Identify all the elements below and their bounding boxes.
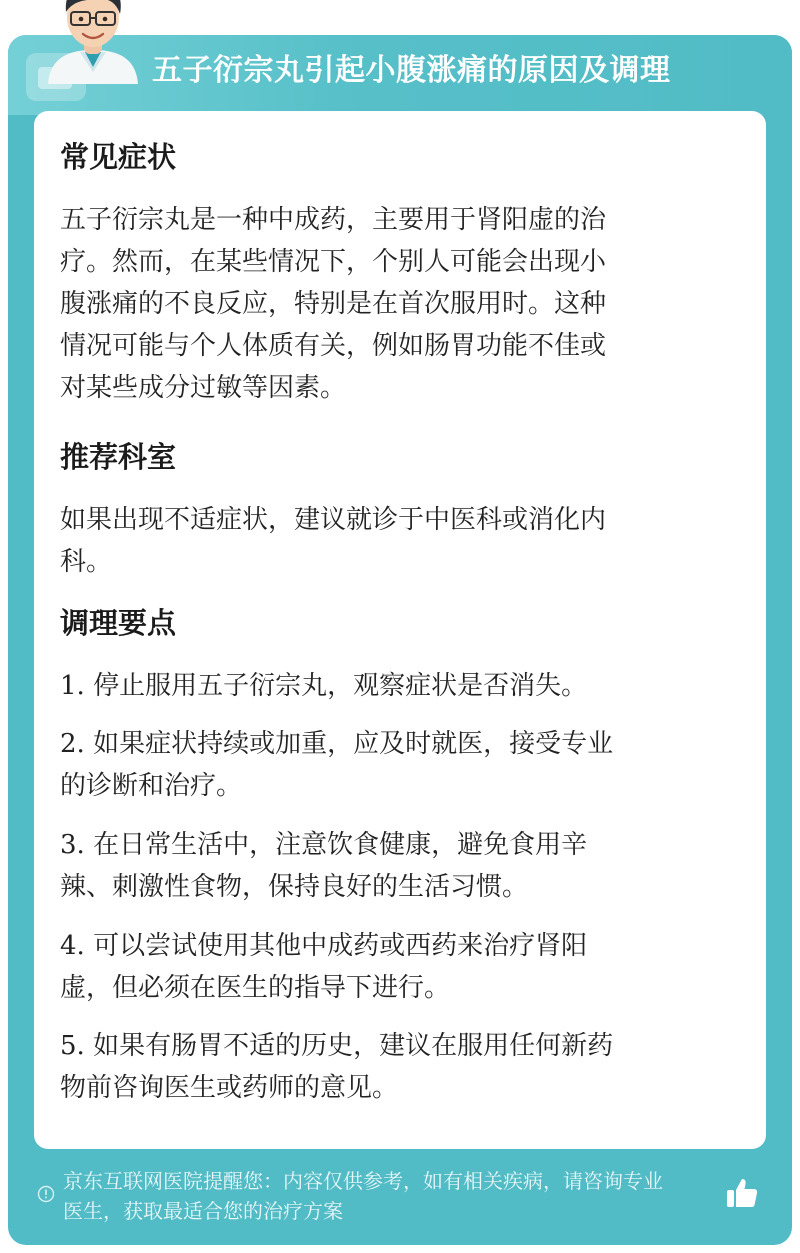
paragraph-line: 科。 <box>60 547 113 577</box>
list-number: 3. <box>60 830 85 860</box>
disclaimer-line: 京东互联网医院提醒您：内容仅供参考，如有相关疾病，请咨询专业 <box>63 1169 663 1193</box>
list-text: 停止服用五子衍宗丸，观察症状是否消失。 <box>93 671 588 701</box>
paragraph-line: 对某些成分过敏等因素。 <box>60 373 347 403</box>
disclaimer <box>63 1166 733 1226</box>
list-item <box>60 1025 740 1109</box>
section-title-department: 推荐科室 <box>60 440 177 474</box>
list-item <box>60 665 740 707</box>
list-text: 如果有肠胃不适的历史，建议在服用任何新药 <box>93 1031 614 1061</box>
list-item <box>60 824 740 908</box>
list-text: 虚，但必须在医生的指导下进行。 <box>60 973 451 1003</box>
list-number: 5. <box>60 1031 85 1061</box>
list-number: 2. <box>60 729 85 759</box>
paragraph-line: 如果出现不适症状，建议就诊于中医科或消化内 <box>60 505 607 535</box>
list-text: 的诊断和治疗。 <box>60 771 243 801</box>
disclaimer-line: 医生，获取最适合您的治疗方案 <box>63 1199 343 1223</box>
list-item-line <box>60 665 740 707</box>
symptoms-paragraph <box>60 199 740 409</box>
list-text: 如果症状持续或加重，应及时就医，接受专业 <box>93 729 614 759</box>
list-text: 物前咨询医生或药师的意见。 <box>60 1073 399 1103</box>
paragraph-line: 腹涨痛的不良反应，特别是在首次服用时。这种 <box>60 289 607 319</box>
info-icon <box>37 1185 55 1203</box>
list-text: 可以尝试使用其他中成药或西药来治疗肾阳 <box>93 931 588 961</box>
paragraph-line: 五子衍宗丸是一种中成药，主要用于肾阳虚的治 <box>60 205 607 235</box>
list-item-line <box>60 824 740 866</box>
section-title-symptoms: 常见症状 <box>60 140 177 174</box>
content-panel <box>34 111 766 1149</box>
list-item <box>60 925 740 1009</box>
list-item-line <box>60 925 740 967</box>
doctor-avatar-icon <box>38 0 148 84</box>
list-item-line <box>60 723 740 765</box>
list-text: 在日常生活中，注意饮食健康，避免食用辛 <box>93 830 588 860</box>
list-number: 1. <box>60 671 85 701</box>
list-text: 辣、刺激性食物，保持良好的生活习惯。 <box>60 872 529 902</box>
list-item-line <box>60 1025 740 1067</box>
list-number: 4. <box>60 931 85 961</box>
paragraph-line: 疗。然而，在某些情况下，个别人可能会出现小 <box>60 247 607 277</box>
department-paragraph <box>60 499 740 583</box>
article-card <box>8 35 792 1245</box>
paragraph-line: 情况可能与个人体质有关，例如肠胃功能不佳或 <box>60 331 607 361</box>
page-title: 五子衍宗丸引起小腹涨痛的原因及调理 <box>152 53 671 88</box>
list-item <box>60 723 740 807</box>
thumbs-up-icon[interactable] <box>724 1175 760 1211</box>
section-title-care: 调理要点 <box>60 606 177 640</box>
